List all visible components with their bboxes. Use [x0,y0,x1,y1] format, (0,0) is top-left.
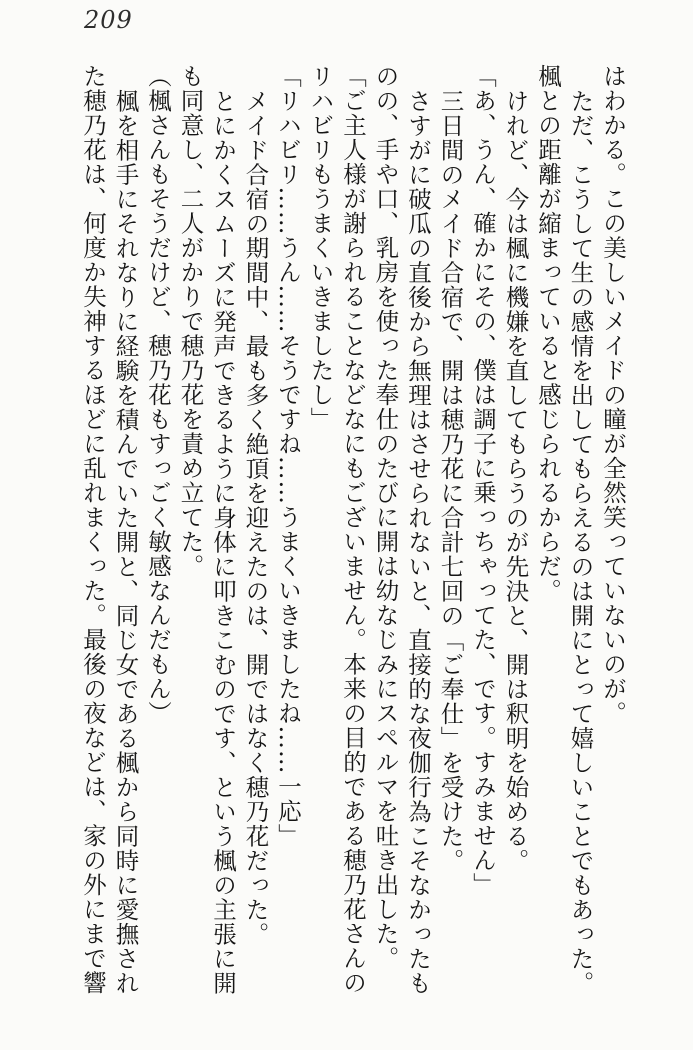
text-line: 楓を相手にそれなりに経験を積んでいた開と、同じ女である楓から同時に愛撫され [111,88,140,995]
text-line: 楓との距離が縮まっていると感じられるからだ。 [534,64,562,603]
text-line: ただ、こうして生の感情を出してもらえるのは開にとって嬉しいことでもあった。 [566,88,595,995]
text-line: 「あ、うん、確かにその、僕は調子に乗っちゃってた、です。すみません」 [469,64,497,897]
text-line: も同意し、二人がかりで穂乃花を責め立てた。 [176,64,205,579]
text-line: た穂乃花は、何度か失神するほどに乱れまくった。最後の夜などは、家の外にまで響 [79,64,107,995]
text-line: 三日間のメイド合宿で、開は穂乃花に合計七回の「ご奉仕」を受けた。 [436,88,465,873]
text-line: メイド合宿の期間中、最も多く絶頂を迎えたのは、開ではなく穂乃花だった。 [241,88,270,946]
text-line: とにかくスムーズに発声できるように身体に叩きこむのです、という楓の主張に開 [209,88,237,995]
text-line: はわかる。この美しいメイドの瞳が全然笑っていないのが。 [599,64,627,726]
vertical-text-area [73,64,629,1014]
text-line: （楓さんもそうだけど、穂乃花もすっごく敏感なんだもん） [144,64,172,726]
text-line: リハビリもうまくいきましたし」 [306,64,335,432]
text-line: さすがに破瓜の直後から無理はさせられないと、直接的な夜伽行為こそなかったも [404,88,432,995]
page-number: 209 [84,6,133,34]
text-line: 「ご主人様が謝られることなどなにもございません。本来の目的である穂乃花さんの [339,64,367,995]
text-line: けれど、今は楓に機嫌を直してもらうのが先決と、開は釈明を始める。 [501,88,530,873]
text-line: 「リハビリ……うん……そうですね……うまくいきましたね……一応」 [274,64,302,848]
text-line: のの、手や口、乳房を使った奉仕のたびに開は幼なじみにスペルマを吐き出した。 [371,64,400,971]
